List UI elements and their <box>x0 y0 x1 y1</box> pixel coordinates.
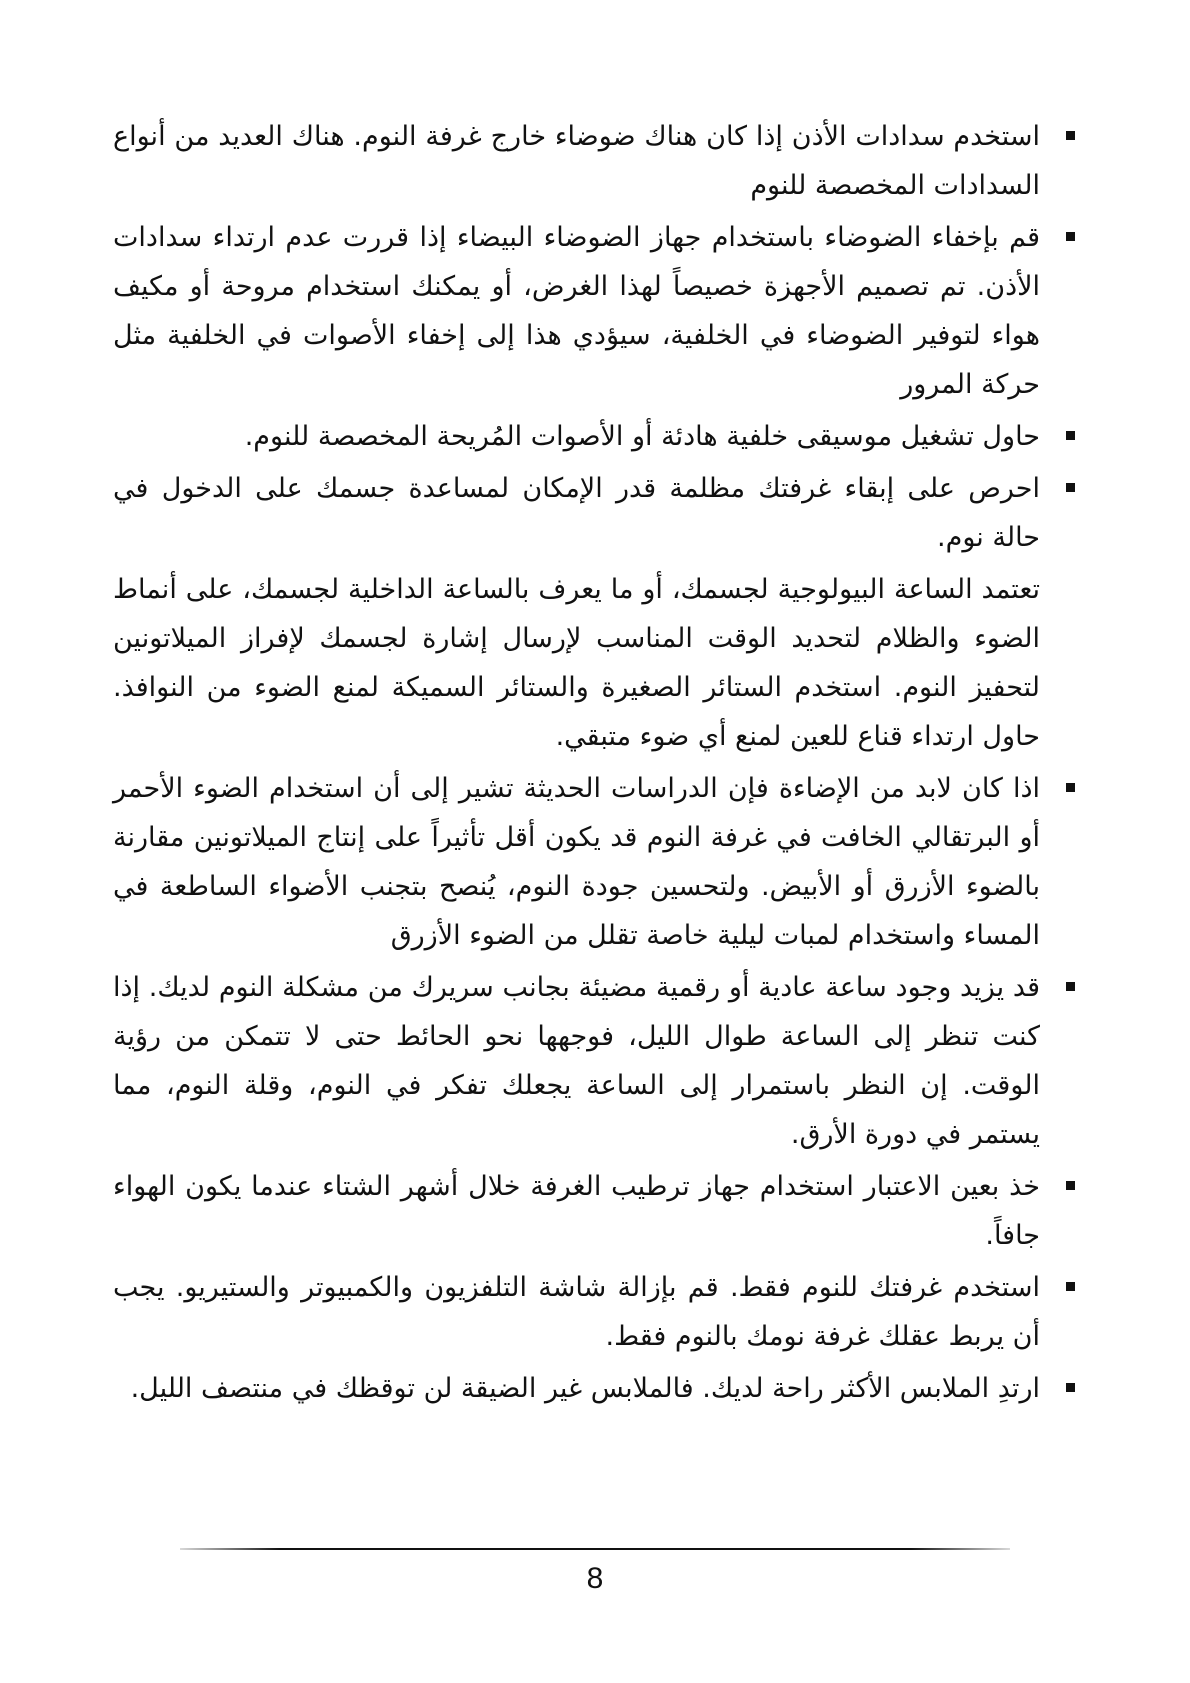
bullet-item-dark-room <box>113 464 1078 562</box>
bullet-text: ارتدِ الملابس الأكثر راحة لديك. فالملابس غير الضيقة لن توقظك في منتصف الليل. <box>130 1373 1040 1404</box>
page-number: 8 <box>586 1562 604 1595</box>
bullet-item-white-noise <box>113 213 1078 409</box>
bullet-text: خذ بعين الاعتبار استخدام جهاز ترطيب الغرفة خلال أشهر الشتاء عندما يكون الهواء جافاً. <box>113 1171 1040 1251</box>
footer-divider <box>180 1548 1010 1550</box>
bullet-square-icon <box>1066 483 1075 492</box>
bullet-text: اذا كان لابد من الإضاءة فإن الدراسات الحديثة تشير إلى أن استخدام الضوء الأحمر أو البرتقالي الخافت في غرفة النوم قد يكون أقل تأثيراً على إنتاج الميلاتونين مقارنة بالضوء الأزرق أو الأبيض. ولتحسين جودة النوم، يُنصح بتجنب الأضواء الساطعة في المساء واستخدام لمبات ليلية خاصة تقلل من الضوء الأزرق <box>113 773 1040 951</box>
bullet-text: حاول تشغيل موسيقى خلفية هادئة أو الأصوات المُريحة المخصصة للنوم. <box>244 421 1040 452</box>
bullet-square-icon <box>1066 232 1075 241</box>
bullet-square-icon <box>1066 1383 1075 1392</box>
bullet-square-icon <box>1066 982 1075 991</box>
bullet-square-icon <box>1066 431 1075 440</box>
bullet-square-icon <box>1066 1181 1075 1190</box>
bullet-item-clothes <box>113 1364 1078 1413</box>
bullet-item-earplugs <box>113 112 1078 210</box>
bullet-text: استخدم سدادات الأذن إذا كان هناك ضوضاء خارج غرفة النوم. هناك العديد من أنواع السدادات المخصصة للنوم <box>113 121 1040 201</box>
bullet-item-clock <box>113 963 1078 1159</box>
bullet-item-music <box>113 412 1078 461</box>
paragraph-biological-clock <box>113 565 1078 761</box>
bullet-item-humidifier <box>113 1162 1078 1260</box>
bullet-text: قم بإخفاء الضوضاء باستخدام جهاز الضوضاء البيضاء إذا قررت عدم ارتداء سدادات الأذن. تم تصميم الأجهزة خصيصاً لهذا الغرض، أو يمكنك استخدام مروحة أو مكيف هواء لتوفير الضوضاء في الخلفية، سيؤدي هذا إلى إخفاء الأصوات في الخلفية مثل حركة المرور <box>113 222 1040 400</box>
bullet-item-bedroom-only <box>113 1263 1078 1361</box>
bullet-square-icon <box>1066 131 1075 140</box>
bullet-text: احرص على إبقاء غرفتك مظلمة قدر الإمكان لمساعدة جسمك على الدخول في حالة نوم. <box>113 473 1040 553</box>
bullet-square-icon <box>1066 783 1075 792</box>
bullet-item-dim-light <box>113 764 1078 960</box>
bullet-text: استخدم غرفتك للنوم فقط. قم بإزالة شاشة التلفزيون والكمبيوتر والستيريو. يجب أن يربط عقلك غرفة نومك بالنوم فقط. <box>113 1272 1040 1352</box>
paragraph-text: تعتمد الساعة البيولوجية لجسمك، أو ما يعرف بالساعة الداخلية لجسمك، على أنماط الضوء والظلام لتحديد الوقت المناسب لإرسال إشارة لجسمك لإفراز الميلاتونين لتحفيز النوم. استخدم الستائر الصغيرة والستائر السميكة لمنع الضوء من النوافذ. حاول ارتداء قناع للعين لمنع أي ضوء متبقي. <box>113 574 1040 752</box>
bullet-square-icon <box>1066 1282 1075 1291</box>
bullet-text: قد يزيد وجود ساعة عادية أو رقمية مضيئة بجانب سريرك من مشكلة النوم لديك. إذا كنت تنظر إلى الساعة طوال الليل، فوجهها نحو الحائط حتى لا تتمكن من رؤية الوقت. إن النظر باستمرار إلى الساعة يجعلك تفكر في النوم، وقلة النوم، مما يستمر في دورة الأرق. <box>113 972 1040 1150</box>
document-body <box>113 112 1078 1416</box>
